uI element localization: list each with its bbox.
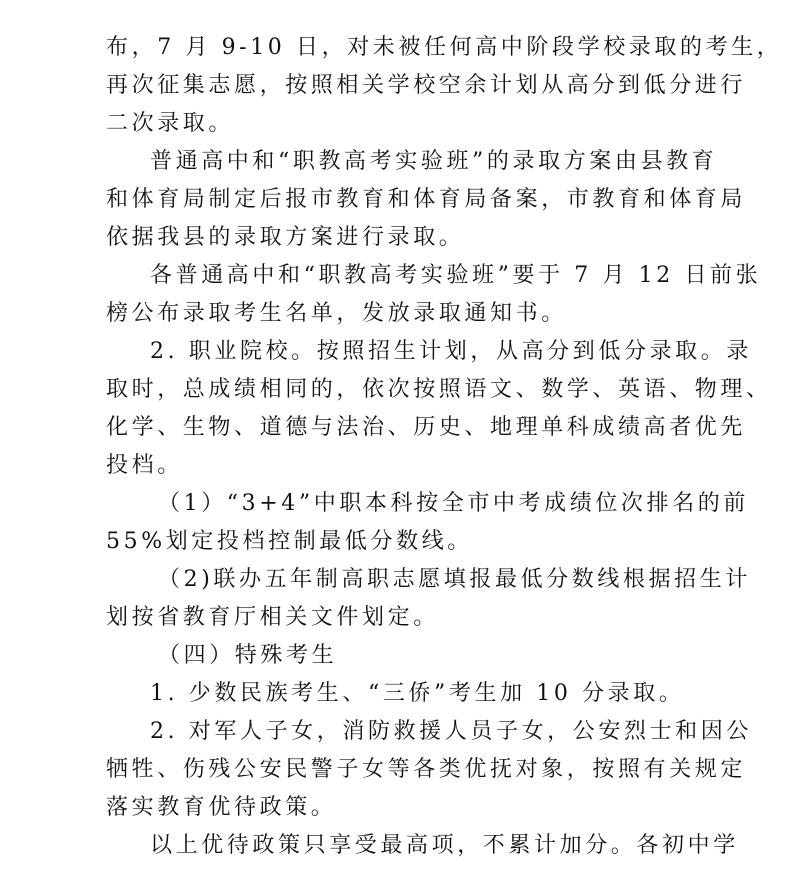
text-line: 牺牲、伤残公安民警子女等各类优抚对象，按照有关规定 bbox=[106, 757, 747, 782]
text-line: 再次征集志愿，按照相关学校空余计划从高分到低分进行 bbox=[106, 73, 747, 98]
text-line: 投档。 bbox=[106, 453, 183, 478]
text-line: 二次录取。 bbox=[106, 111, 235, 136]
paragraph-start-line: 2. 职业院校。按照招生计划，从高分到低分录取。录 bbox=[150, 339, 752, 364]
text-line: 落实教育优待政策。 bbox=[106, 795, 337, 820]
paragraph-start-line: 1. 少数民族考生、“三侨”考生加 10 分录取。 bbox=[150, 681, 685, 706]
text-line: 取时，总成绩相同的，依次按照语文、数学、英语、物理、 bbox=[106, 377, 772, 402]
section-heading: （四）特殊考生 bbox=[158, 643, 338, 668]
paragraph-start-line: 以上优待政策只享受最高项，不累计加分。各初中学 bbox=[150, 833, 739, 858]
paragraph-start-line: 普通高中和“职教高考实验班”的录取方案由县教育 bbox=[150, 149, 718, 174]
text-line: 和体育局制定后报市教育和体育局备案，市教育和体育局 bbox=[106, 187, 747, 212]
text-line: 划按省教育厅相关文件划定。 bbox=[106, 605, 439, 630]
text-line: 榜公布录取考生名单，发放录取通知书。 bbox=[106, 301, 567, 326]
paragraph-start-line: 各普通高中和“职教高考实验班”要于 7 月 12 日前张 bbox=[150, 263, 762, 288]
paragraph-start-line: （2)联办五年制高职志愿填报最低分数线根据招生计 bbox=[158, 567, 751, 592]
paragraph-start-line: 2. 对军人子女，消防救援人员子女，公安烈士和因公 bbox=[150, 719, 752, 744]
paragraph-start-line: （1）“3+4”中职本科按全市中考成绩位次排名的前 bbox=[158, 491, 749, 516]
text-line: 布，7 月 9-10 日，对未被任何高中阶段学校录取的考生， bbox=[106, 35, 783, 60]
text-line: 55%划定投档控制最低分数线。 bbox=[106, 529, 473, 554]
text-line: 化学、生物、道德与法治、历史、地理单科成绩高者优先 bbox=[106, 415, 747, 440]
text-line: 依据我县的录取方案进行录取。 bbox=[106, 225, 465, 250]
